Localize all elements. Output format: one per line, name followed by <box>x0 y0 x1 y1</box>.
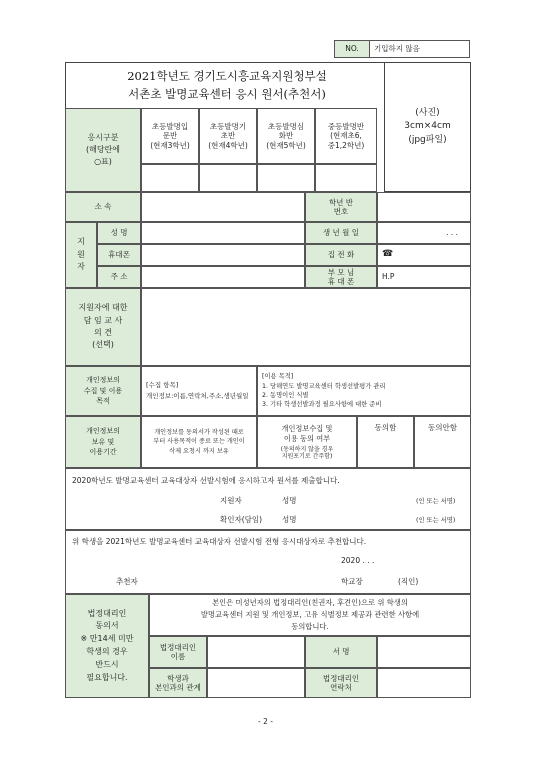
applicant-name-field[interactable] <box>141 222 305 244</box>
option-middle-mark[interactable] <box>315 164 377 192</box>
applicant-sign-name-label: 성명 <box>282 496 297 505</box>
privacy-purpose: [이용 목적] 1. 당해연도 발명교육센터 학생선발평가 관리 2. 동명이인 식별 3. 기타 학생선발과정 필요사항에 대한 준비 <box>257 366 471 416</box>
option-advanced-mark[interactable] <box>257 164 315 192</box>
parent-phone-field[interactable]: H.P <box>377 266 471 288</box>
guardian-name-label: 법정대리인 이름 <box>149 636 207 668</box>
page-number: - 2 - <box>258 717 273 726</box>
teacher-opinion-field[interactable] <box>141 288 471 366</box>
guardian-statement: 본인은 미성년자의 법정대리인(친권자, 후견인)으로 위 학생의 발명교육센터 지원 및 개인정보, 고유 식별정보 제공과 관련한 사항에 동의합니다. <box>149 594 471 636</box>
recommendation-date[interactable]: 2020 . . . <box>341 556 375 565</box>
address-label: 주 소 <box>97 266 141 288</box>
official-seal-field[interactable]: (직인) <box>398 577 419 586</box>
phone-icon: ☎ <box>382 249 394 260</box>
grade-label: 학년 반 번호 <box>305 192 377 222</box>
guardian-relation-field[interactable] <box>207 668 305 698</box>
consent-label: 개인정보수집 및 이용 동의 여부 <box>281 424 333 443</box>
guardian-name-field[interactable] <box>207 636 305 668</box>
school-field[interactable] <box>141 192 305 222</box>
option-basic-mark[interactable] <box>199 164 257 192</box>
principal-label: 학교장 <box>341 577 363 586</box>
guardian-contact-label: 법정대리인 연락처 <box>305 668 377 698</box>
home-phone-field[interactable] <box>377 244 471 266</box>
declaration-statement: 2020학년도 발명교육센터 교육대상자 선발시험에 응시하고자 원서를 제출합니다. <box>72 476 340 485</box>
confirm-sign-label: 확인자(담임) <box>220 515 263 524</box>
category-label: 응시구분 (해당란에 ○표) <box>65 108 141 192</box>
recommender-label: 추천자 <box>116 577 138 586</box>
guardian-sign-label: 서 명 <box>305 636 377 668</box>
guardian-relation-label: 학생과 본인과의 관계 <box>149 668 207 698</box>
privacy-items: [수집 항목] 개인정보:이름,연락처,주소,생년월일 <box>141 366 257 416</box>
grade-field[interactable] <box>377 192 471 222</box>
no-value: 기입하지 않음 <box>369 40 470 58</box>
guardian-contact-field[interactable] <box>377 668 471 698</box>
consent-agree-cell[interactable] <box>357 416 414 468</box>
teacher-opinion-label: 지원자에 대한 담 임 교 사 의 견 (선택) <box>65 288 141 366</box>
guardian-side-label: 법정대리인 동의서 ※ 만14세 미만 학생의 경우 반드시 필요합니다. <box>65 594 149 698</box>
form-title-line2: 서촌초 발명교육센터 응시 원서(추천서) <box>128 87 326 101</box>
privacy-retain-label: 개인정보의 보유 및 이용기간 <box>65 416 141 468</box>
applicant-sign-field[interactable]: (인 또는 서명) <box>416 498 456 505</box>
privacy-retain-desc: 개인정보를 동의서가 작성된 때로 부터 사용목적이 종료 또는 개인이 삭제 요청시 까지 보유 <box>141 416 257 468</box>
option-beginner: 초등발명입 문반 (현재3학년) <box>141 108 199 164</box>
consent-agree-label: 동의함 <box>374 423 397 432</box>
applicant-sign-label: 지원자 <box>220 496 242 505</box>
option-middle: 중등발명반 (현재초6, 중1,2학년) <box>315 108 377 164</box>
parent-phone-label: 부 모 님 휴 대 폰 <box>305 266 377 288</box>
option-basic: 초등발명기 초반 (현재4학년) <box>199 108 257 164</box>
consent-note: (동의하지 않을 경우 지원포기로 간주함) <box>280 445 334 460</box>
address-field[interactable] <box>141 266 305 288</box>
birth-label: 생 년 월 일 <box>305 222 377 244</box>
consent-label-cell <box>257 416 357 468</box>
consent-disagree-label: 동의안함 <box>428 423 457 432</box>
applicant-name-label: 성 명 <box>97 222 141 244</box>
birth-field[interactable]: . . . <box>377 222 471 244</box>
confirm-sign-field[interactable]: (인 또는 서명) <box>416 517 456 524</box>
school-label: 소 속 <box>65 192 141 222</box>
mobile-label: 휴대폰 <box>97 244 141 266</box>
no-label: NO. <box>334 40 370 58</box>
privacy-collect-label: 개인정보의 수집 및 이용 목적 <box>65 366 141 416</box>
mobile-field[interactable] <box>141 244 305 266</box>
option-beginner-mark[interactable] <box>141 164 199 192</box>
option-advanced: 초등발명심 화반 (현재5학년) <box>257 108 315 164</box>
form-title-line1: 2021학년도 경기도시흥교육지원청부설 <box>127 69 327 83</box>
applicant-side-label: 지 원 자 <box>65 222 97 288</box>
consent-disagree-cell[interactable] <box>414 416 471 468</box>
home-phone-label: 집 전 화 <box>305 244 377 266</box>
guardian-sign-field[interactable] <box>377 636 471 668</box>
photo-box[interactable]: (사진) 3cm×4cm (jpg파일) <box>384 62 471 192</box>
recommendation-statement: 위 학생을 2021학년도 발명교육센터 교육대상자 선발시험 전형 응시대상자로 추천합니다. <box>72 537 367 546</box>
confirm-sign-name-label: 성명 <box>282 515 297 524</box>
